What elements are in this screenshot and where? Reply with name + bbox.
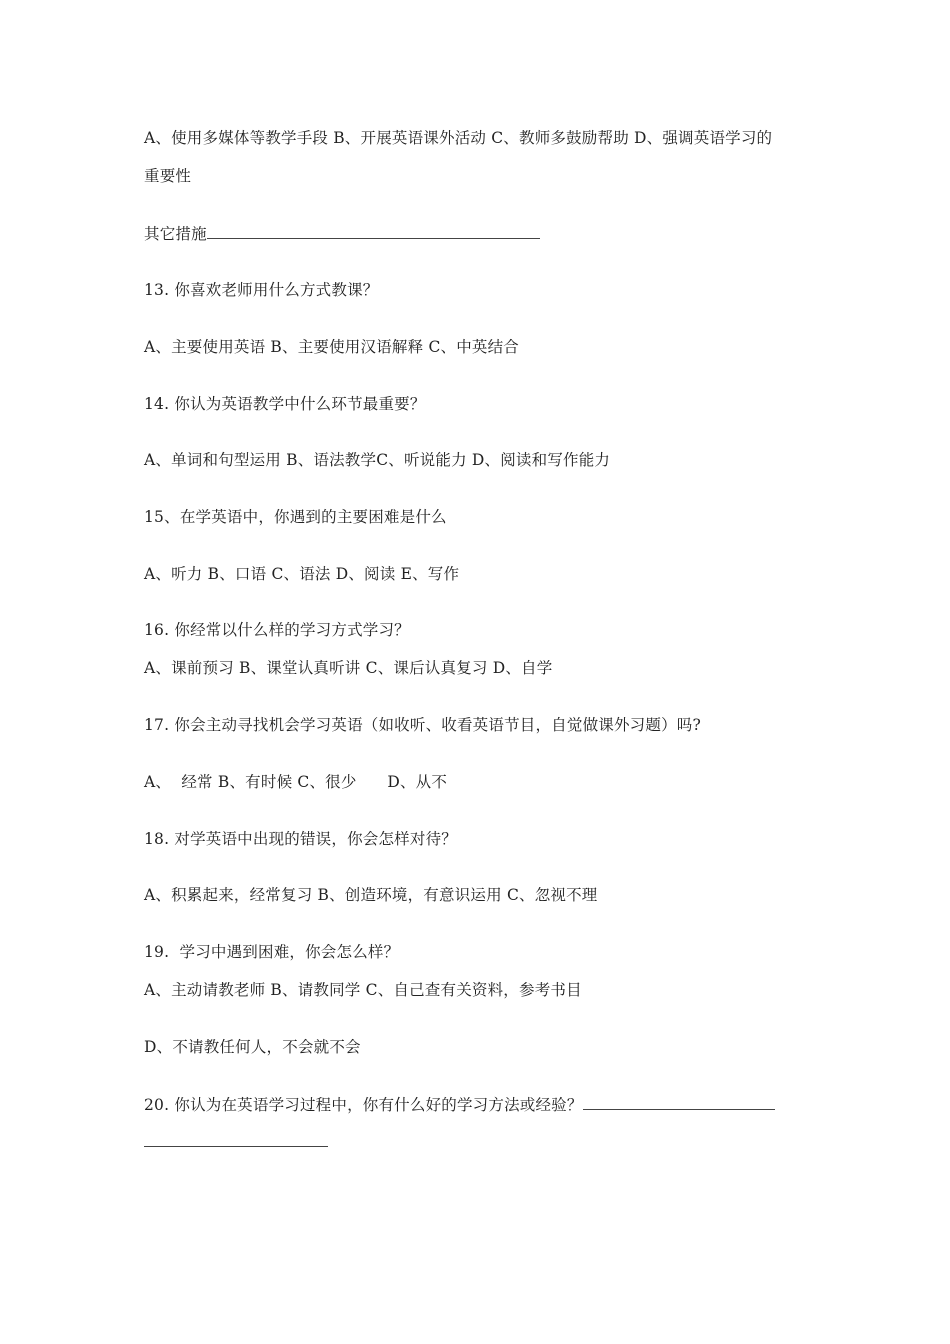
q18-options: A、积累起来，经常复习 B、创造环境，有意识运用 C、忽视不理 — [144, 886, 598, 904]
q14-question: 14. 你认为英语教学中什么环节最重要？ — [144, 395, 426, 413]
q12-other-label: 其它措施 — [144, 225, 207, 243]
q15-question: 15、在学英语中，你遇到的主要困难是什么 — [144, 508, 447, 526]
q12-answer-blank[interactable] — [207, 223, 540, 239]
q19-options-line1: A、主动请教老师 B、请教同学 C、自己查有关资料，参考书目 — [144, 981, 582, 999]
q18-question: 18. 对学英语中出现的错误，你会怎样对待？ — [144, 830, 457, 848]
q19-question: 19. 学习中遇到困难，你会怎么样？ — [144, 943, 400, 961]
q17-options: A、 经常 B、有时候 C、很少 D、从不 — [144, 773, 448, 791]
q14-options: A、单词和句型运用 B、语法教学C、听说能力 D、阅读和写作能力 — [144, 451, 611, 469]
q20-question-line — [144, 1094, 775, 1115]
q20-question: 20. 你认为在英语学习过程中，你有什么好的学习方法或经验？ — [144, 1096, 583, 1114]
q16-options: A、课前预习 B、课堂认真听讲 C、课后认真复习 D、自学 — [144, 659, 553, 677]
q17-question: 17. 你会主动寻找机会学习英语（如收听、收看英语节目，自觉做课外习题）吗? — [144, 716, 701, 734]
q13-question: 13. 你喜欢老师用什么方式教课？ — [144, 281, 379, 299]
q13-options: A、主要使用英语 B、主要使用汉语解释 C、中英结合 — [144, 338, 519, 356]
q20-answer-blank-1[interactable] — [583, 1094, 775, 1110]
q12-options-line2: 重要性 — [144, 167, 192, 185]
q20-answer-blank-2[interactable] — [144, 1146, 328, 1147]
q15-options: A、听力 B、口语 C、语法 D、阅读 E、写作 — [144, 565, 460, 583]
q12-other-measures — [144, 223, 540, 244]
q16-question: 16. 你经常以什么样的学习方式学习？ — [144, 621, 410, 639]
q19-options-line2: D、不请教任何人，不会就不会 — [144, 1038, 361, 1056]
q12-options-line1: A、使用多媒体等教学手段 B、开展英语课外活动 C、教师多鼓励帮助 D、强调英语学习的 — [144, 129, 773, 147]
